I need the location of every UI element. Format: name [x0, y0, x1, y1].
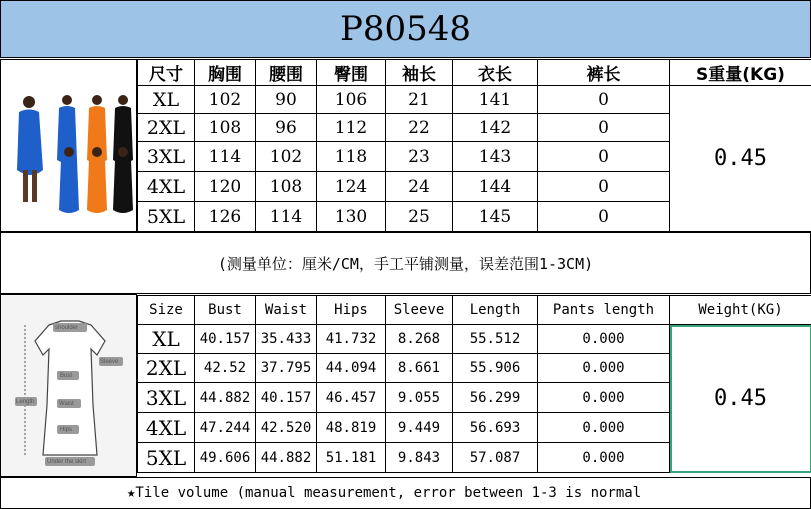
sleeve-cell: 25 — [386, 202, 453, 232]
table-row — [138, 86, 811, 114]
hips-cell: 44.094 — [317, 354, 386, 383]
sleeve-cell: 8.661 — [386, 354, 453, 383]
pants-length-cell: 0 — [538, 114, 670, 142]
length-cell: 56.299 — [453, 383, 538, 413]
header-size: Size — [138, 296, 195, 325]
pants-length-cell: 0 — [538, 202, 670, 232]
hips-cell: 48.819 — [317, 413, 386, 443]
measurement-diagram — [0, 294, 137, 477]
sleeve-cell: 9.843 — [386, 443, 453, 473]
pants-length-cell: 0.000 — [538, 354, 670, 383]
pants-length-cell: 0.000 — [538, 443, 670, 473]
hips-cell: 51.181 — [317, 443, 386, 473]
waist-cell: 108 — [256, 172, 317, 202]
pants-length-cell: 0.000 — [538, 325, 670, 354]
bust-cell: 49.606 — [195, 443, 256, 473]
size-cell: 5XL — [138, 443, 195, 473]
dress-diagram — [1, 295, 137, 477]
length-cell: 55.906 — [453, 354, 538, 383]
header-sleeve: 袖长 — [386, 60, 453, 86]
length-cell: 144 — [453, 172, 538, 202]
hips-cell: 118 — [317, 142, 386, 172]
size-cell: XL — [138, 325, 195, 354]
hips-cell: 112 — [317, 114, 386, 142]
pants-length-cell: 0 — [538, 142, 670, 172]
table-header-row — [138, 60, 811, 86]
sleeve-cell: 21 — [386, 86, 453, 114]
waist-cell: 35.433 — [256, 325, 317, 354]
bust-cell: 114 — [195, 142, 256, 172]
sleeve-cell: 9.055 — [386, 383, 453, 413]
waist-cell: 114 — [256, 202, 317, 232]
table-header-row — [138, 296, 811, 325]
waist-label: Waist — [59, 401, 74, 407]
pants-length-cell: 0 — [538, 86, 670, 114]
waist-cell: 42.520 — [256, 413, 317, 443]
header-weight: Weight(KG) — [670, 296, 811, 325]
models-illustration — [1, 60, 137, 232]
waist-cell: 37.795 — [256, 354, 317, 383]
header-pants-length: 裤长 — [538, 60, 670, 86]
waist-cell: 96 — [256, 114, 317, 142]
bust-cell: 47.244 — [195, 413, 256, 443]
hips-cell: 46.457 — [317, 383, 386, 413]
model-blue-large — [17, 96, 43, 202]
length-cell: 56.693 — [453, 413, 538, 443]
sleeve-label: Sleeve — [100, 359, 119, 365]
header-pants-length: Pants length — [538, 296, 670, 325]
header-waist: Waist — [256, 296, 317, 325]
header-length: Length — [453, 296, 538, 325]
bust-cell: 42.52 — [195, 354, 256, 383]
length-cell: 143 — [453, 142, 538, 172]
size-cell: 4XL — [138, 413, 195, 443]
sleeve-cell: 8.268 — [386, 325, 453, 354]
weight-value: 0.45 — [670, 325, 811, 473]
bust-cell: 120 — [195, 172, 256, 202]
hips-cell: 41.732 — [317, 325, 386, 354]
product-photo — [0, 59, 137, 232]
size-cell: 2XL — [138, 114, 195, 142]
size-table-en — [137, 295, 811, 473]
length-cell: 55.512 — [453, 325, 538, 354]
size-cell: 2XL — [138, 354, 195, 383]
header-hips: Hips — [317, 296, 386, 325]
sleeve-cell: 23 — [386, 142, 453, 172]
size-cell: 5XL — [138, 202, 195, 232]
size-cell: XL — [138, 86, 195, 114]
size-cell: 4XL — [138, 172, 195, 202]
bust-cell: 108 — [195, 114, 256, 142]
waist-cell: 44.882 — [256, 443, 317, 473]
length-cell: 141 — [453, 86, 538, 114]
pants-length-cell: 0.000 — [538, 383, 670, 413]
header-bust: 胸围 — [195, 60, 256, 86]
header-hips: 臀围 — [317, 60, 386, 86]
header-waist: 腰围 — [256, 60, 317, 86]
length-cell: 145 — [453, 202, 538, 232]
header-size: 尺寸 — [138, 60, 195, 86]
measurement-note-cn: (测量单位：厘米/CM，手工平铺测量，误差范围1-3CM) — [0, 232, 811, 294]
waist-cell: 90 — [256, 86, 317, 114]
hips-cell: 124 — [317, 172, 386, 202]
hips-label: Hips — [60, 427, 73, 433]
bust-cell: 126 — [195, 202, 256, 232]
header-sleeve: Sleeve — [386, 296, 453, 325]
bust-cell: 44.882 — [195, 383, 256, 413]
header-bust: Bust — [195, 296, 256, 325]
pants-length-cell: 0 — [538, 172, 670, 202]
length-label: Length — [16, 399, 35, 405]
product-code-title: P80548 — [0, 0, 811, 58]
under-skirt-label: Under the skirt — [47, 459, 87, 465]
header-length: 衣长 — [453, 60, 538, 86]
size-cell: 3XL — [138, 383, 195, 413]
size-table-cn — [137, 59, 811, 232]
sleeve-cell: 9.449 — [386, 413, 453, 443]
table-row — [138, 325, 811, 354]
length-cell: 142 — [453, 114, 538, 142]
weight-value: 0.45 — [670, 86, 811, 232]
header-weight: S重量(KG) — [670, 60, 811, 86]
waist-cell: 102 — [256, 142, 317, 172]
waist-cell: 40.157 — [256, 383, 317, 413]
length-cell: 57.087 — [453, 443, 538, 473]
hips-cell: 130 — [317, 202, 386, 232]
sleeve-cell: 24 — [386, 172, 453, 202]
measurement-note-en: ★Tile volume (manual measurement, error between 1-3 is normal — [0, 477, 811, 509]
shoulder-label: shoulder — [55, 325, 79, 331]
size-cell: 3XL — [138, 142, 195, 172]
hips-cell: 106 — [317, 86, 386, 114]
sleeve-cell: 22 — [386, 114, 453, 142]
pants-length-cell: 0.000 — [538, 413, 670, 443]
dress-outline — [35, 321, 105, 455]
bust-cell: 102 — [195, 86, 256, 114]
bust-cell: 40.157 — [195, 325, 256, 354]
bust-label: Bust — [60, 373, 73, 379]
